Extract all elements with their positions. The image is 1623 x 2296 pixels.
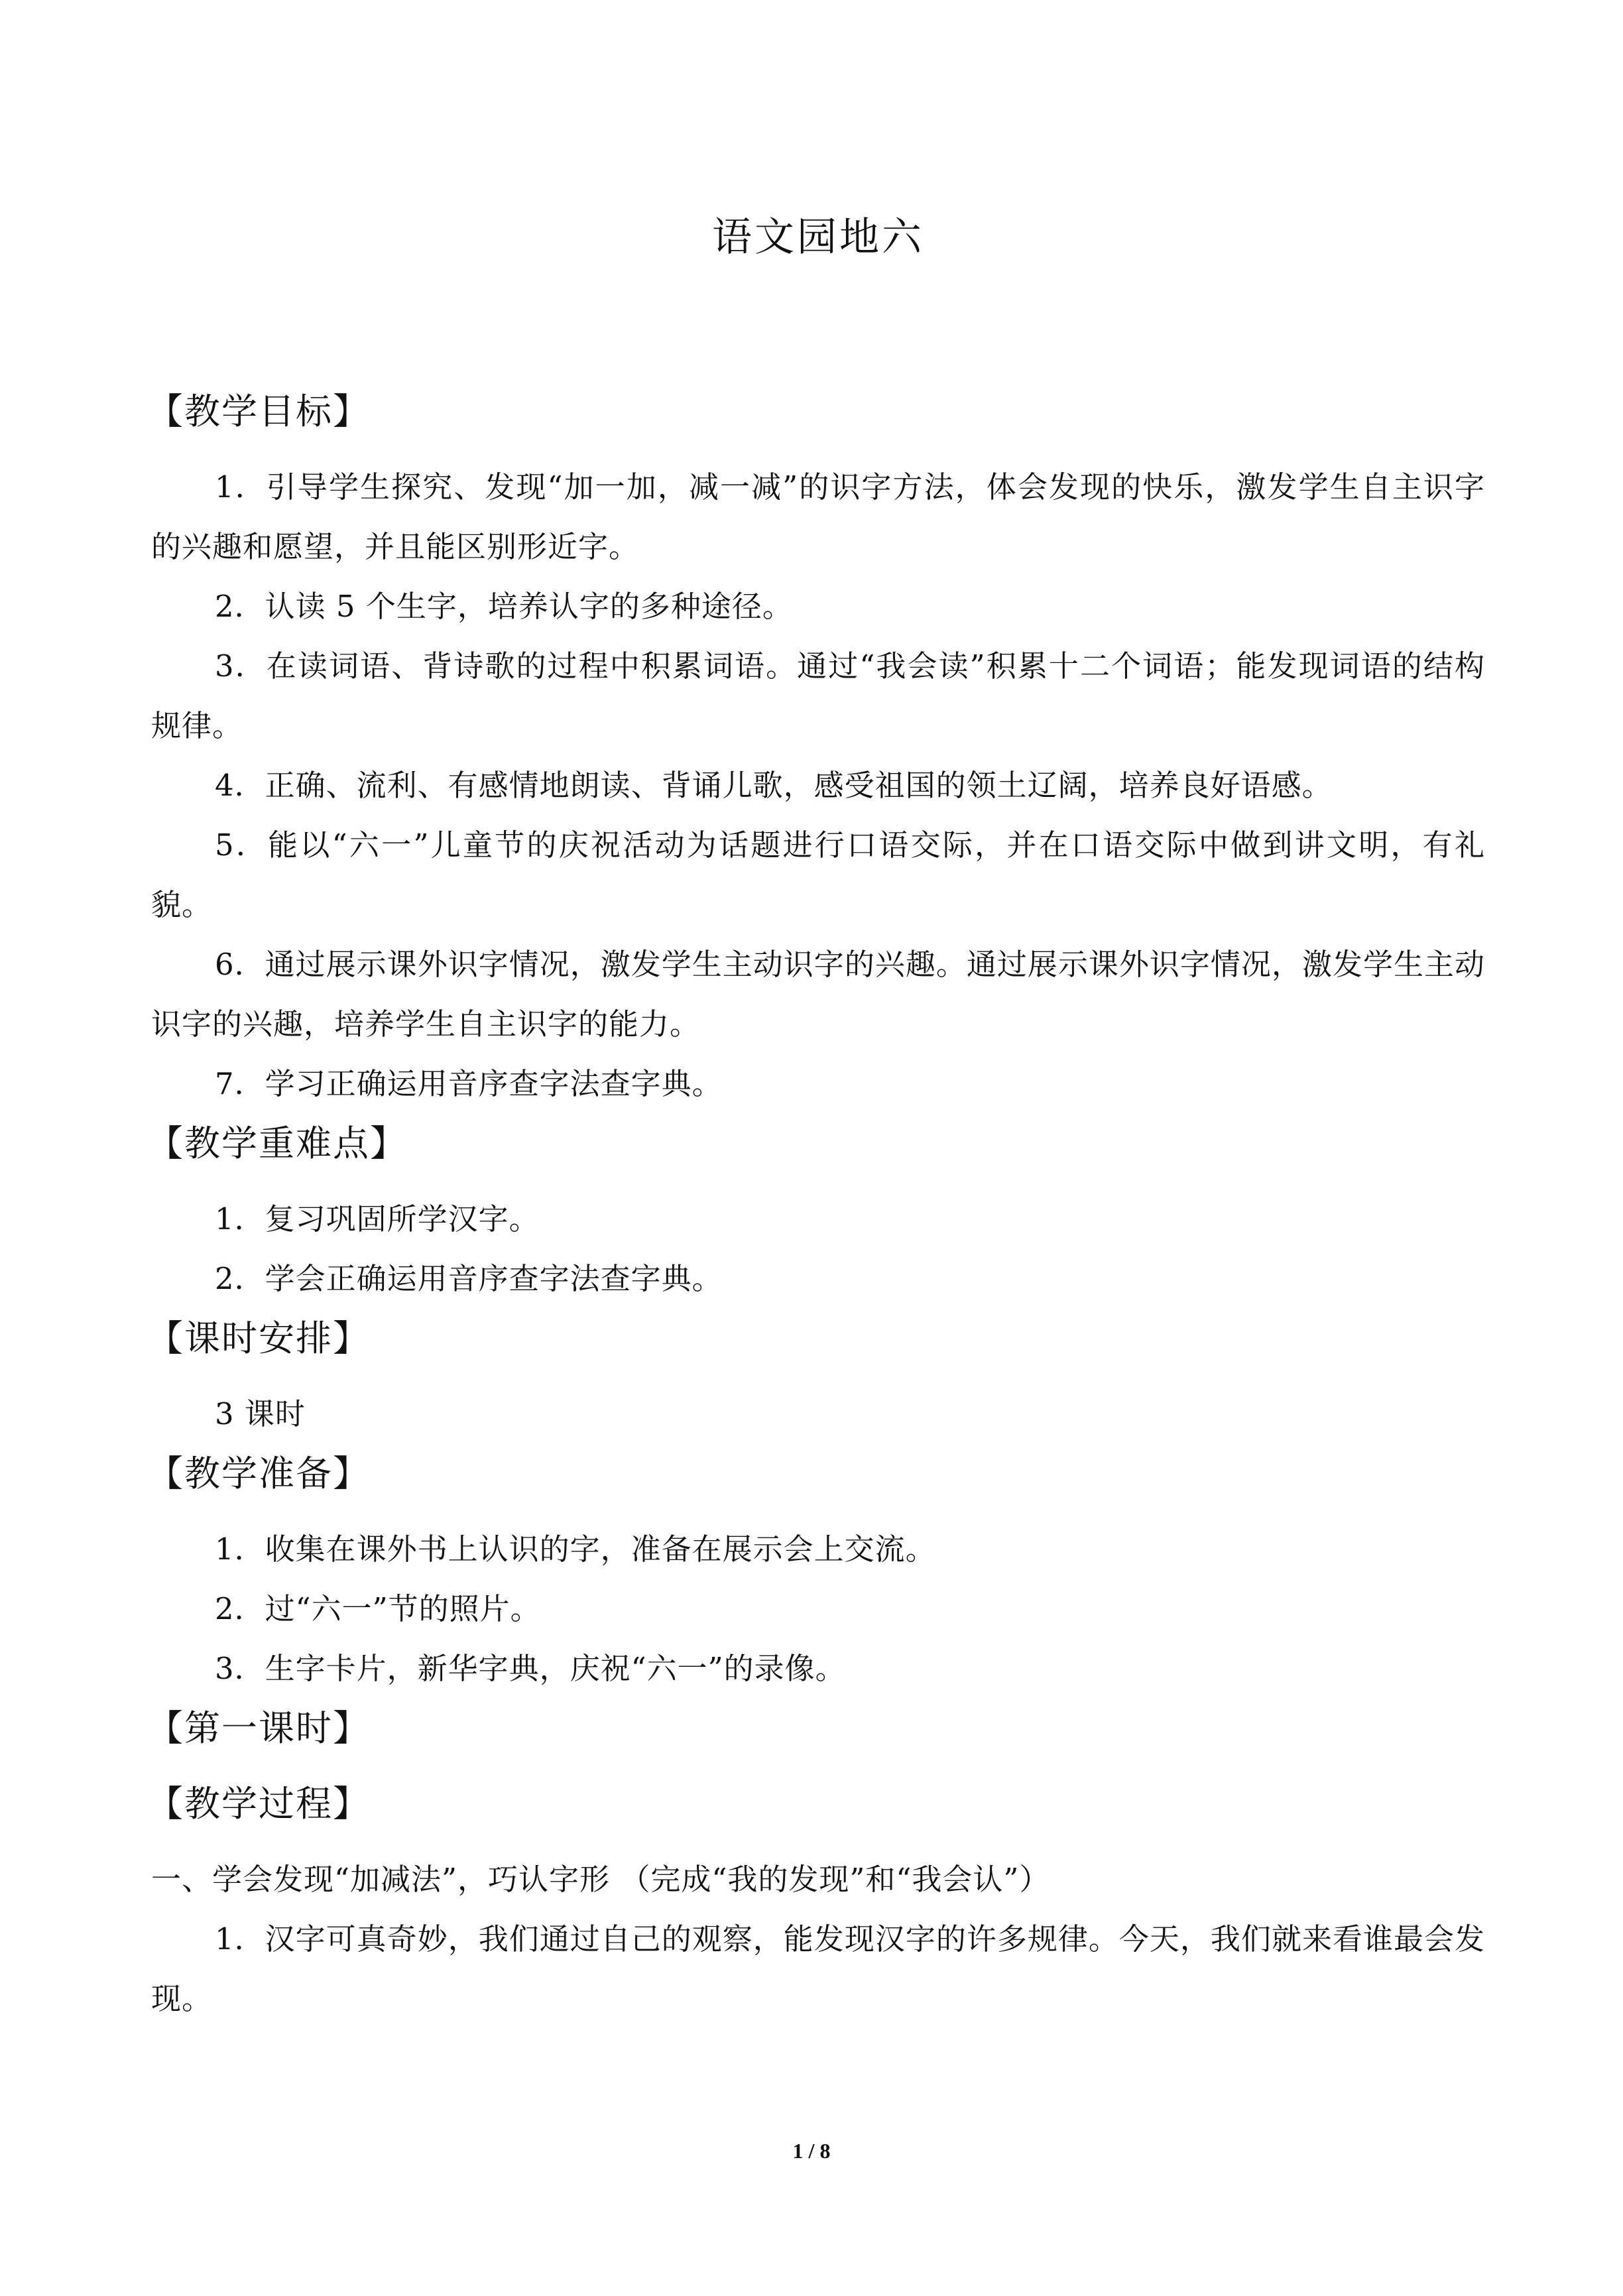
section-heading-key-points: 【教学重难点】 <box>147 1122 407 1164</box>
key-point-item: 2．学会正确运用音序查字法查字典。 <box>215 1261 723 1296</box>
section-heading-process: 【教学过程】 <box>147 1783 370 1825</box>
objective-item: 2．认读 5 个生字，培养认字的多种途径。 <box>215 589 793 624</box>
section-heading-schedule: 【课时安排】 <box>147 1317 370 1359</box>
page-indicator: 1 / 8 <box>792 2139 831 2163</box>
key-point-item: 1．复习巩固所学汉字。 <box>215 1201 540 1237</box>
objective-item: 7．学习正确运用音序查字法查字典。 <box>215 1066 723 1101</box>
schedule-text: 3 课时 <box>215 1396 306 1431</box>
objective-item: 6．通过展示课外识字情况，激发学生主动识字的兴趣。通过展示课外识字情况，激发学生主动识字的兴趣，培养学生自主识字的能力。 <box>151 947 1485 1042</box>
document-page <box>147 0 1485 2296</box>
preparation-item: 2．过“六一”节的照片。 <box>215 1591 541 1626</box>
objective-item: 5．能以“六一”儿童节的庆祝活动为话题进行口语交际，并在口语交际中做到讲文明，有礼貌。 <box>151 827 1485 922</box>
document-title: 语文园地六 <box>712 214 924 261</box>
preparation-item: 1．收集在课外书上认识的字，准备在展示会上交流。 <box>215 1532 936 1567</box>
section-heading-preparation: 【教学准备】 <box>147 1453 370 1494</box>
preparation-item: 3．生字卡片，新华字典，庆祝“六一”的录像。 <box>215 1651 846 1686</box>
objective-item: 1．引导学生探究、发现“加一加，减一减”的识字方法，体会发现的快乐，激发学生自主识字的兴趣和愿望，并且能区别形近字。 <box>151 469 1485 564</box>
objective-item: 4．正确、流利、有感情地朗读、背诵儿歌，感受祖国的领土辽阔，培养良好语感。 <box>215 768 1333 803</box>
document-body <box>147 382 1485 2029</box>
section-heading-lesson-one: 【第一课时】 <box>147 1707 370 1749</box>
process-item: 1．汉字可真奇妙，我们通过自己的观察，能发现汉字的许多规律。今天，我们就来看谁最会发现。 <box>151 1921 1485 2016</box>
objective-item: 3．在读词语、背诗歌的过程中积累词语。通过“我会读”积累十二个词语；能发现词语的结构规律。 <box>151 648 1485 743</box>
process-part-title: 一、学会发现“加减法”，巧认字形 （完成“我的发现”和“我会认”） <box>151 1862 1050 1897</box>
section-heading-objectives: 【教学目标】 <box>147 391 370 432</box>
